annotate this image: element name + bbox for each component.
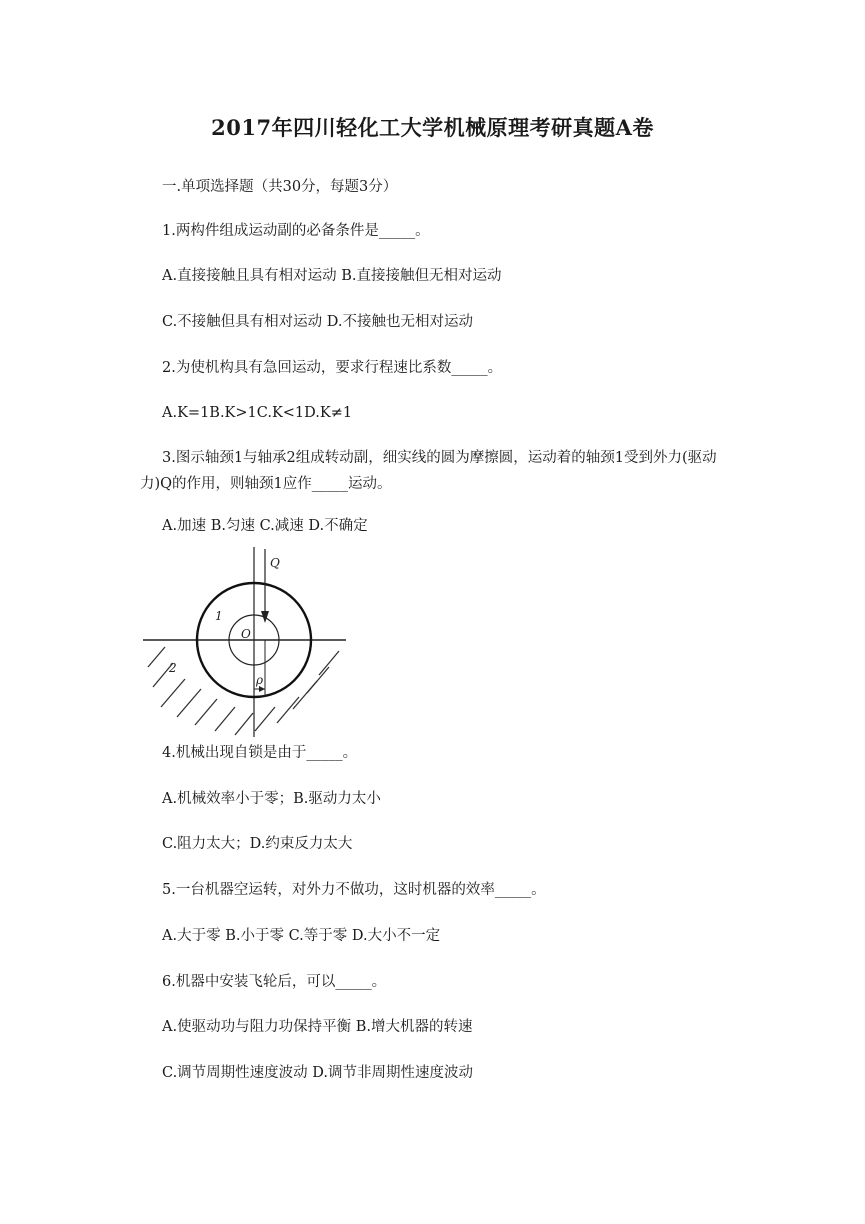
question-5-stem: 5.一台机器空运转，对外力不做功，这时机器的效率_____。 [162,882,546,898]
question-5-options: A.大于零 B.小于零 C.等于零 D.大小不一定 [162,928,441,944]
question-6-option-line-1: A.使驱动功与阻力功保持平衡 B.增大机器的转速 [162,1019,473,1035]
journal-bearing-figure [143,547,348,737]
label-force-q: Q [270,556,280,570]
document-title: 2017年四川轻化工大学机械原理考研真题A卷 [211,115,654,140]
label-rho: ρ [256,673,264,687]
question-2-stem: 2.为使机构具有急回运动，要求行程速比系数_____。 [162,360,503,376]
question-4-option-line-2: C.阻力太大；D.约束反力太大 [162,836,353,852]
journal-bearing-diagram [143,547,348,737]
question-4-stem: 4.机械出现自锁是由于_____。 [162,745,358,761]
question-6-stem: 6.机器中安装飞轮后，可以_____。 [162,974,387,990]
question-6-option-line-2: C.调节周期性速度波动 D.调节非周期性速度波动 [162,1065,474,1081]
question-3-options: A.加速 B.匀速 C.减速 D.不确定 [162,518,368,534]
question-1-option-line-2: C.不接触但具有相对运动 D.不接触也无相对运动 [162,314,474,330]
question-1-stem: 1.两构件组成运动副的必备条件是_____。 [162,223,430,239]
question-4-option-line-1: A.机械效率小于零；B.驱动力太小 [162,791,381,807]
label-journal: 1 [215,609,223,623]
bearing-hatching [148,647,339,735]
section-heading: 一.单项选择题（共30分，每题3分） [162,179,398,195]
question-2-options: A.K=1B.K>1C.K<1D.K≠1 [162,405,353,421]
question-3-stem: 3.图示轴颈1与轴承2组成转动副，细实线的圆为摩擦圆，运动着的轴颈1受到外力(驱动力)Q的作用，则轴颈1应作_____运动。 [140,450,717,492]
label-center-o: O [241,627,251,641]
label-bearing: 2 [169,661,177,675]
question-1-option-line-1: A.直接接触且具有相对运动 B.直接接触但无相对运动 [162,268,502,284]
